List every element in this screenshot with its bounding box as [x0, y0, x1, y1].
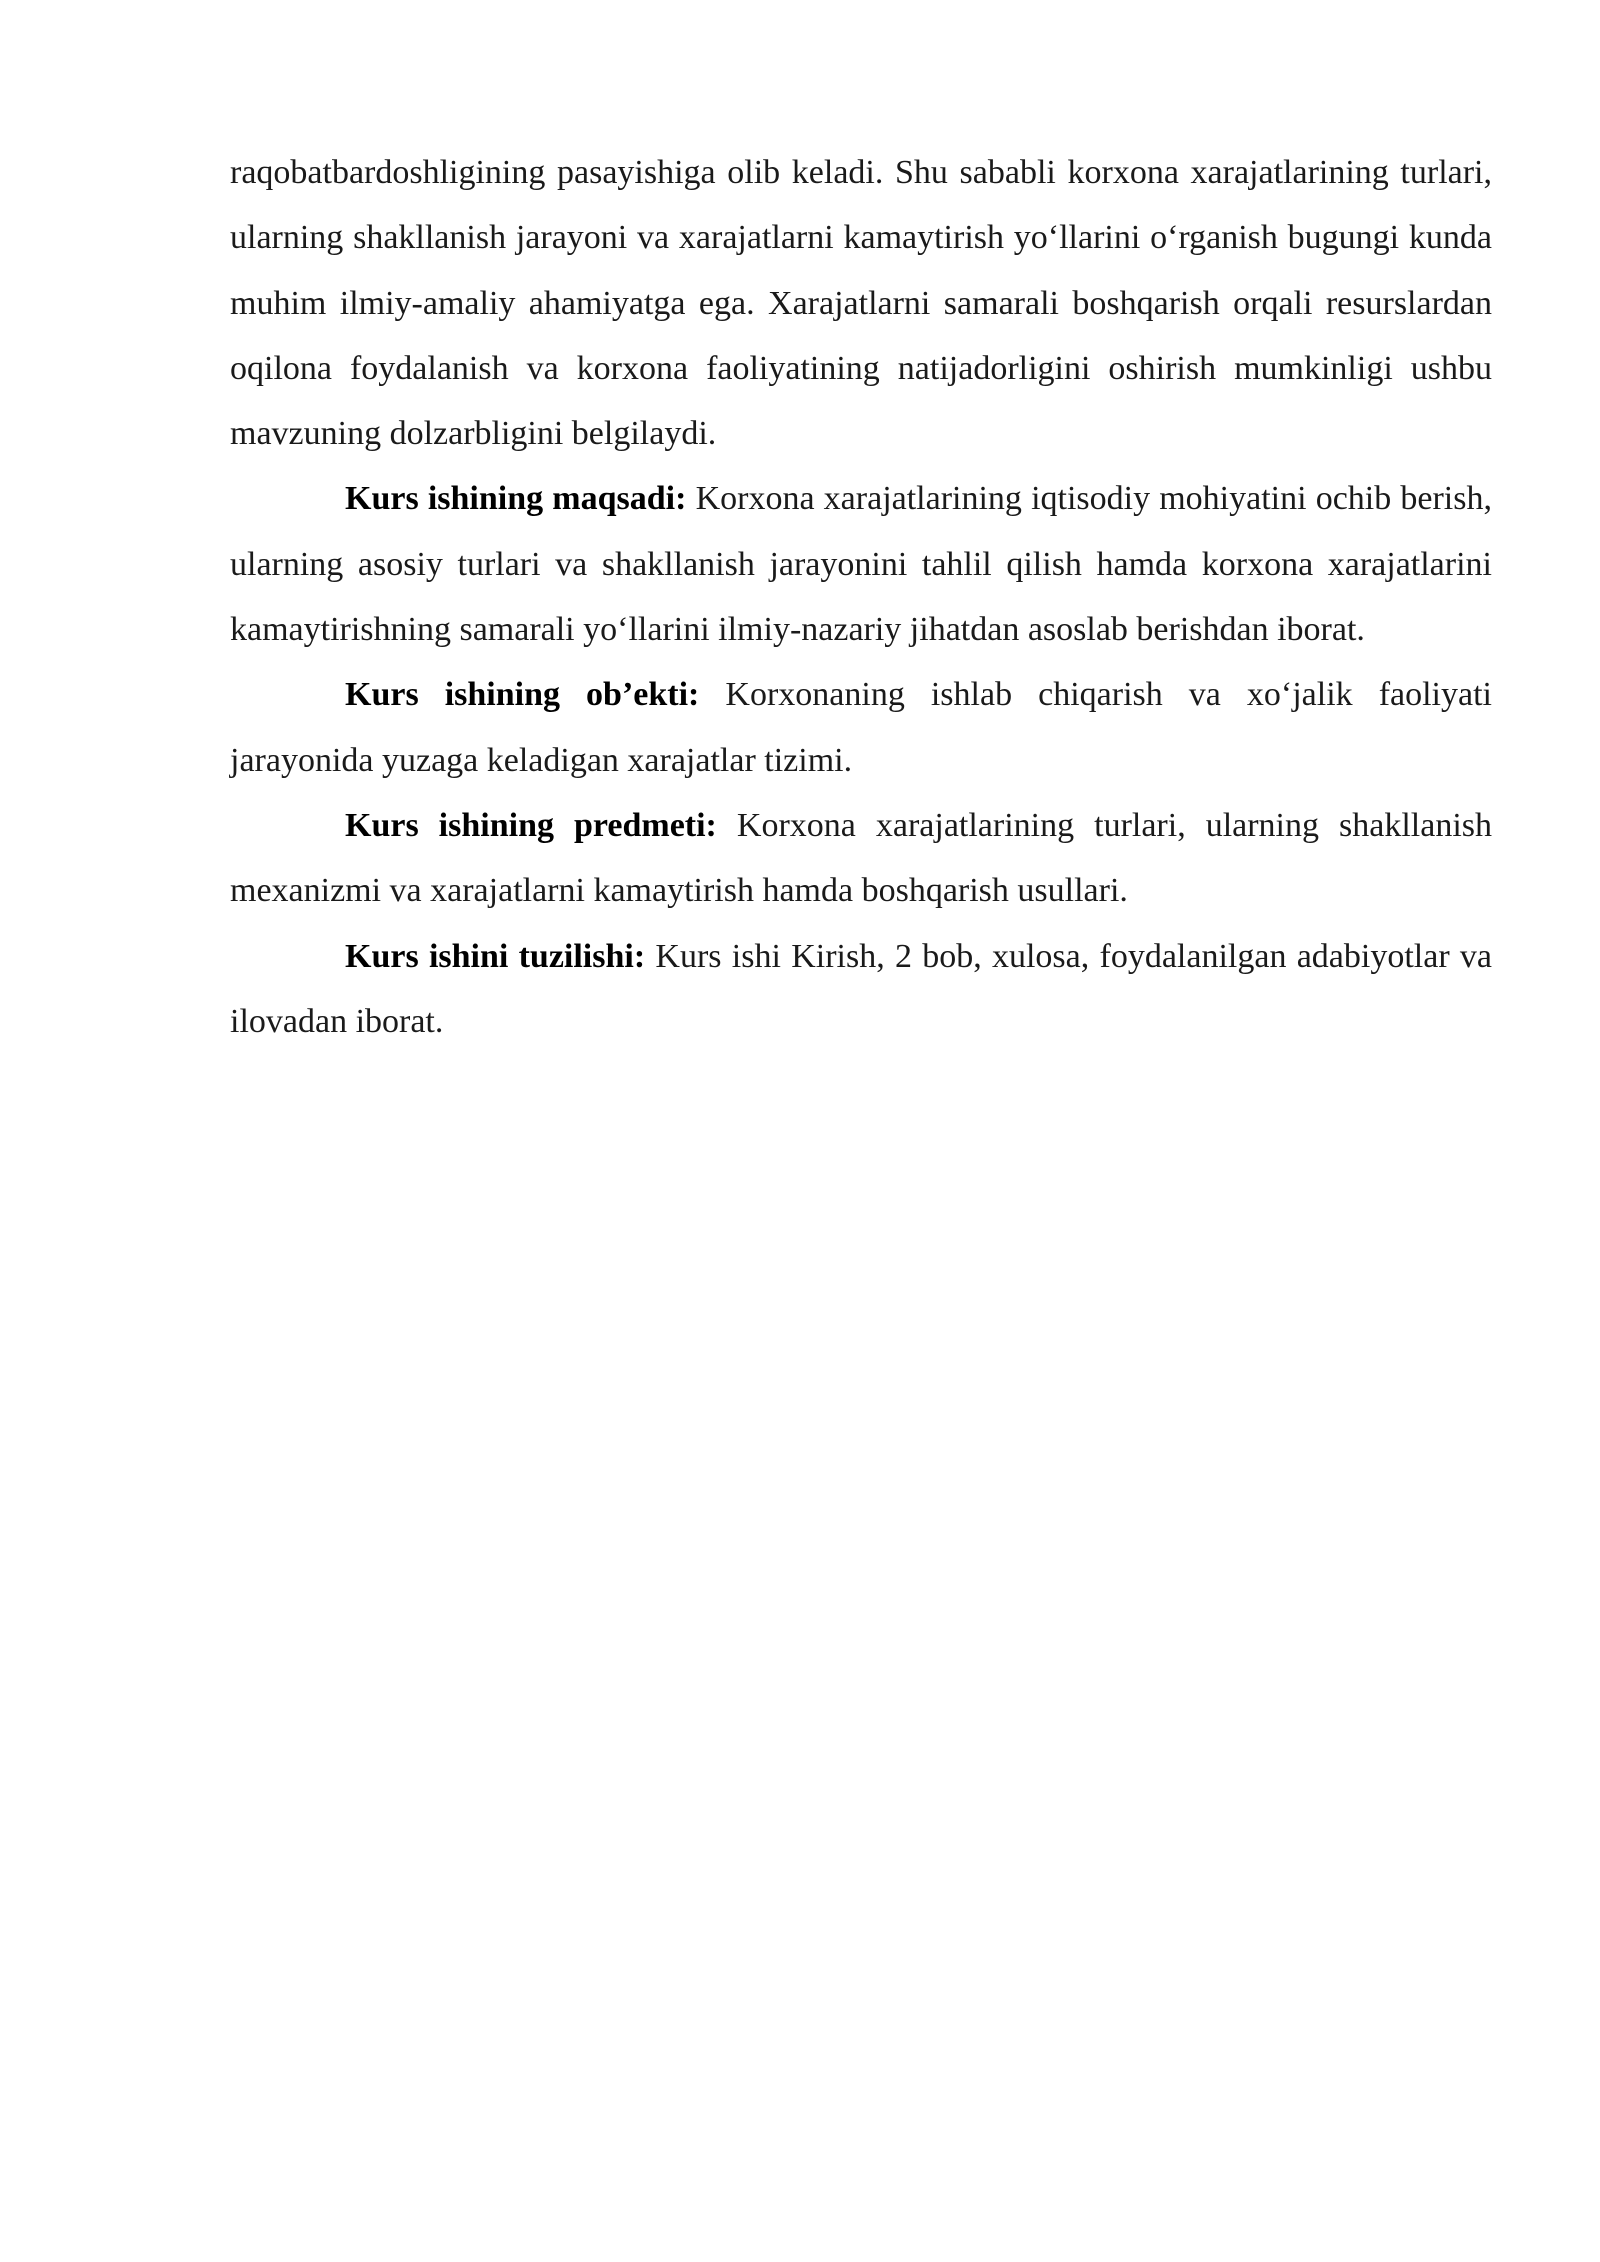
paragraph-label: Kurs ishini tuzilishi: — [345, 937, 646, 975]
document-body — [230, 140, 1492, 1054]
paragraph-structure — [230, 924, 1492, 1055]
paragraph-goal — [230, 466, 1492, 662]
paragraph-label: Kurs ishining predmeti: — [345, 806, 717, 844]
paragraph-subject — [230, 793, 1492, 924]
paragraph-label: Kurs ishining ob’ekti: — [345, 676, 700, 714]
paragraph-intro — [230, 140, 1492, 466]
paragraph-object — [230, 662, 1492, 793]
paragraph-text: Korxona xarajatlarining turlari, ularning shakllanish mexanizmi va xarajatlarni kamaytirish hamda boshqarish usullari. — [230, 806, 1492, 910]
paragraph-text: Korxonaning ishlab chiqarish va xo‘jalik faoliyati jarayonida yuzaga keladigan xarajatlar tizimi. — [230, 676, 1492, 779]
paragraph-text: Kurs ishi Kirish, 2 bob, xulosa, foydalanilgan adabiyotlar va ilovadan iborat. — [230, 937, 1492, 1040]
paragraph-label: Kurs ishining maqsadi: — [345, 480, 687, 518]
paragraph-text: Korxona xarajatlarining iqtisodiy mohiyatini ochib berish, ularning asosiy turlari va shakllanish jarayonini tahlil qilish hamda korxona xarajatlarini kamaytirishning samarali yo‘llarini ilmiy-nazariy jihatdan asoslab berishdan iborat. — [230, 480, 1492, 649]
paragraph-text: raqobatbardoshligining pasayishiga olib keladi. Shu sababli korxona xarajatlarining turlari, ularning shakllanish jarayoni va xarajatlarni kamaytirish yo‘llarini o‘rganish bugungi kunda muhim ilmiy-amaliy ahamiyatga ega. Xarajatlarni samarali boshqarish orqali resurslardan oqilona foydalanish va korxona faoliyatining natijadorligini oshirish mumkinligi ushbu mavzuning dolzarbligini belgilaydi. — [230, 154, 1492, 453]
